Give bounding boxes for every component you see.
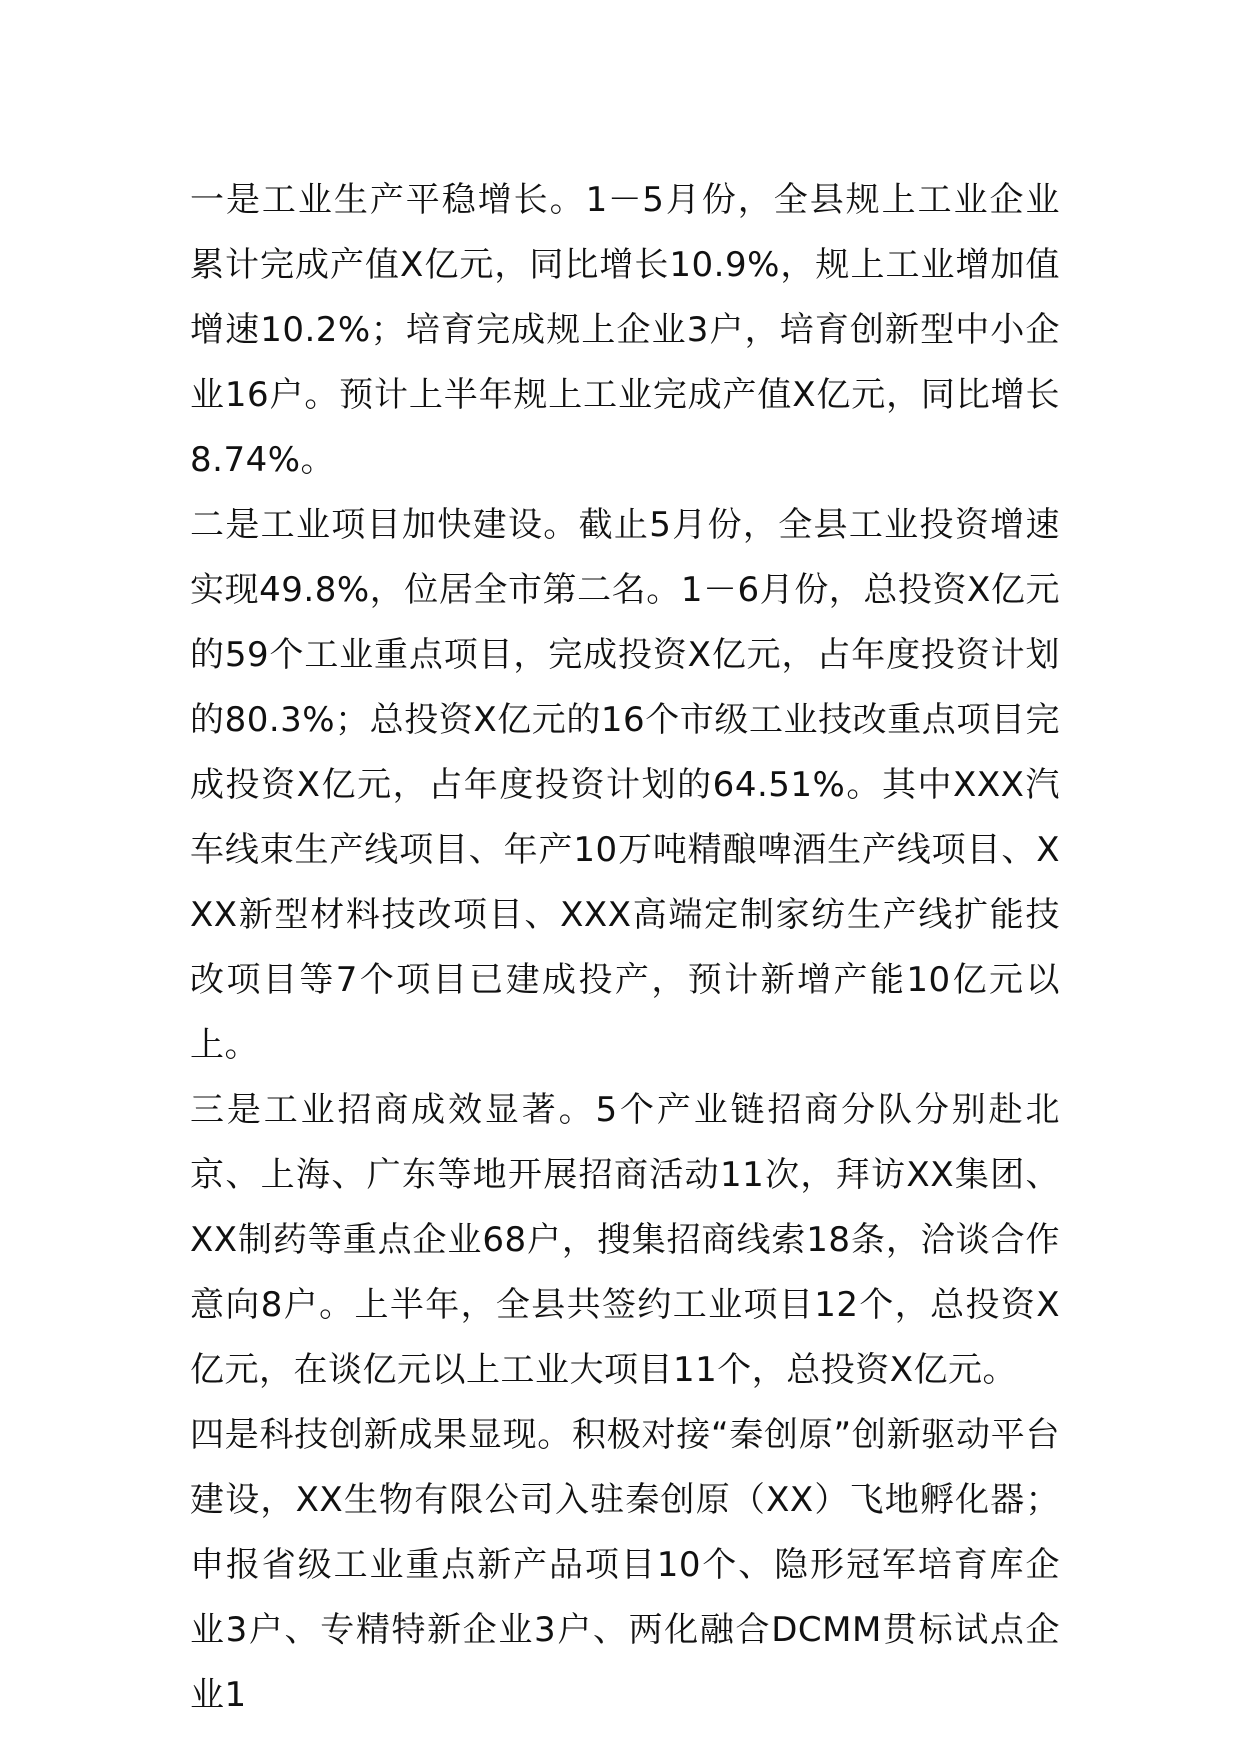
paragraph-tech-innovation: 四是科技创新成果显现。积极对接“秦创原”创新驱动平台建设，XX生物有限公司入驻秦创原（XX）飞地孵化器；申报省级工业重点新产品项目10个、隐形冠军培育库企业3户、专精特新企业3户、两化融合DCMM贯标试点企业1 xyxy=(190,1415,1060,1715)
document-body xyxy=(190,168,1060,1728)
paragraph-industrial-projects: 二是工业项目加快建设。截止5月份，全县工业投资增速实现49.8%，位居全市第二名。1－6月份，总投资X亿元的59个工业重点项目，完成投资X亿元，占年度投资计划的80.3%；总投资X亿元的16个市级工业技改重点项目完成投资X亿元，占年度投资计划的64.51%。其中XXX汽车线束生产线项目、年产10万吨精酿啤酒生产线项目、XXX新型材料技改项目、XXX高端定制家纺生产线扩能技改项目等7个项目已建成投产，预计新增产能10亿元以上。 xyxy=(190,505,1060,1065)
paragraph-industrial-production: 一是工业生产平稳增长。1－5月份，全县规上工业企业累计完成产值X亿元，同比增长10.9%，规上工业增加值增速10.2%；培育完成规上企业3户，培育创新型中小企业16户。预计上半年规上工业完成产值X亿元，同比增长8.74%。 xyxy=(190,180,1060,480)
paragraph-investment-attraction: 三是工业招商成效显著。5个产业链招商分队分别赴北京、上海、广东等地开展招商活动11次，拜访XX集团、XX制药等重点企业68户，搜集招商线索18条，洽谈合作意向8户。上半年，全县共签约工业项目12个，总投资X亿元，在谈亿元以上工业大项目11个，总投资X亿元。 xyxy=(190,1090,1060,1390)
